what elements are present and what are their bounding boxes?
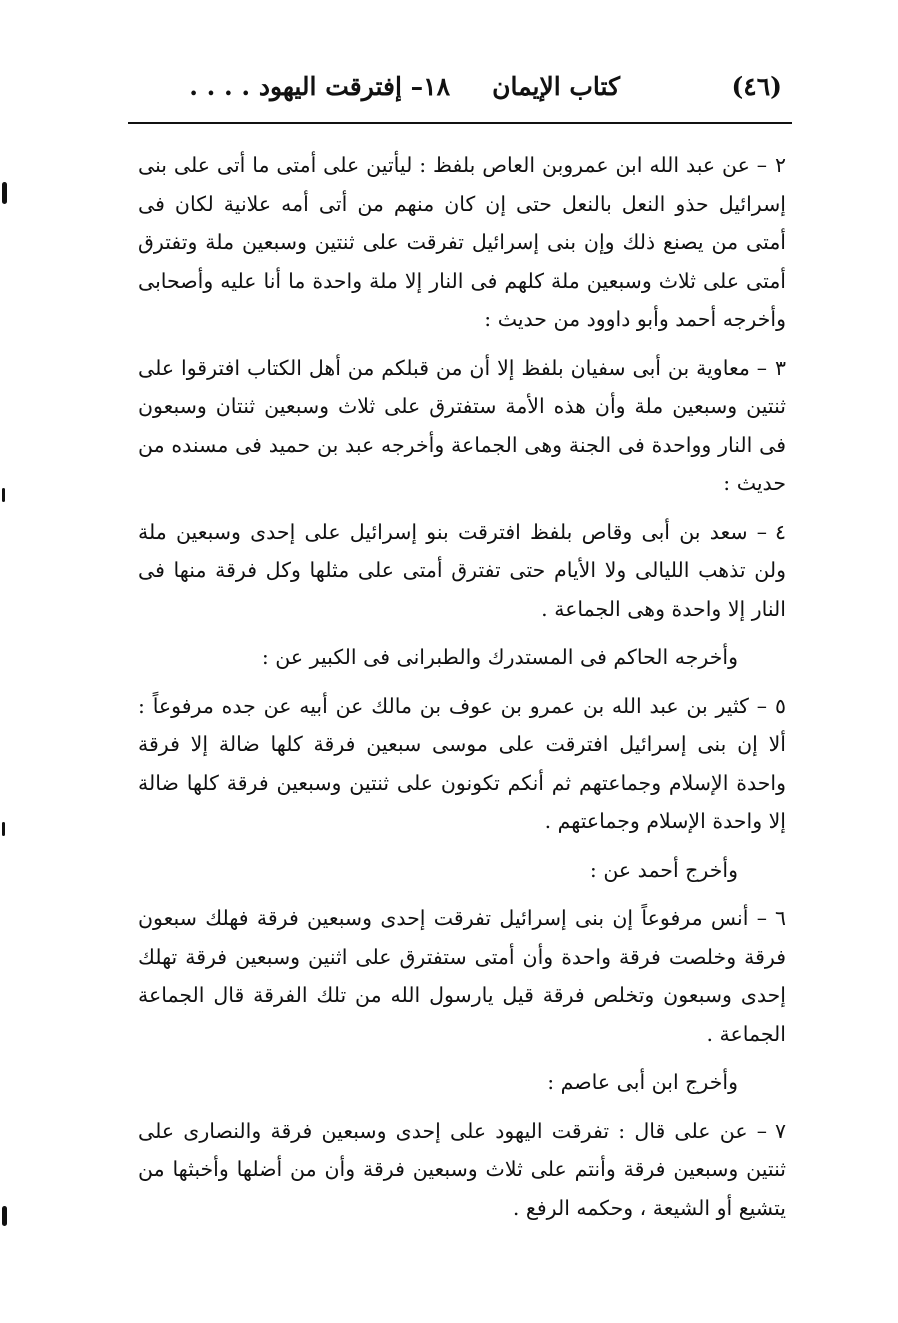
source-intro-ahmad: وأخرج أحمد عن : (589, 857, 738, 882)
hadith-text: – معاوية بن أبى سفيان بلفظ إلا أن من قبلكم من أهل الكتاب افترقوا على ثنتين وسبعين ملة وأن هذه الأمة ستفترق على ثلاث وسبعين ثنتان وسبعون فى النار وواحدة فى الجنة وهى الجماعة وأخرجه عبد بن حميد فى مسنده من حديث : (138, 355, 786, 495)
hadith-paragraph-4 (138, 513, 786, 629)
hadith-number: ٦ (774, 906, 786, 930)
source-intro-ibn-abi-asim: وأخرج ابن أبى عاصم : (547, 1070, 738, 1094)
page-header (130, 68, 790, 112)
page-body (138, 146, 786, 1237)
scan-edge-mark (2, 822, 5, 836)
scan-edge-mark (2, 1206, 7, 1226)
header-rule (128, 122, 792, 124)
hadith-paragraph-7 (138, 1112, 786, 1228)
hadith-number: ٤ (774, 519, 786, 544)
source-intro-hakim: وأخرجه الحاكم فى المستدرك والطبرانى فى الكبير عن : (261, 645, 738, 669)
hadith-number: ٧ (774, 1118, 786, 1143)
hadith-number: ٥ (774, 693, 786, 718)
hadith-text: – عن عبد الله ابن عمروبن العاص بلفظ : ليأتين على أمتى ما أتى على بنى إسرائيل حذو النعل بالنعل حتى إن كان منهم من أتى أمه علانية لكان فى أمتى من يصنع ذلك وإن بنى إسرائيل تفرقت على ثنتين وسبعين ملة وتفترق أمتى على ثلاث وسبعين ملة كلهم فى النار إلا ملة واحدة ما أنا عليه وأصحابى وأخرجه أحمد وأبو داوود من حديث : (138, 153, 786, 331)
scan-edge-mark (2, 488, 5, 502)
page-number: (٤٦) (731, 72, 782, 101)
hadith-paragraph-2 (138, 146, 786, 339)
hadith-text: – سعد بن أبى وقاص بلفظ افترقت بنو إسرائيل على إحدى وسبعين ملة ولن تذهب الليالى ولا الأيام حتى تفترق أمتى على مثلها وكل فرقة منها فى النار إلا واحدة وهى الجماعة . (138, 519, 786, 621)
scan-edge-mark (2, 182, 7, 204)
hadith-paragraph-5 (138, 687, 786, 841)
hadith-number: ٣ (774, 355, 786, 380)
hadith-text: – عن على قال : تفرقت اليهود على إحدى وسبعين فرقة والنصارى على ثنتين وسبعين فرقة وأنتم على ثلاث وسبعين فرقة وأن من أضلها وأخبثها من يتشيع أو الشيعة ، وحكمه الرفع . (138, 1118, 786, 1220)
hadith-text: – أنس مرفوعاً إن بنى إسرائيل تفرقت إحدى وسبعين فرقة فهلك سبعون فرقة وخلصت فرقة واحدة وأن أمتى ستفترق على اثنين وسبعين فرقة تهلك إحدى وسبعون وتخلص فرقة قيل يارسول الله من تلك الفرقة قال الجماعة الجماعة . (138, 906, 786, 1046)
hadith-paragraph-3 (138, 349, 786, 503)
book-title: كتاب الإيمان (492, 72, 620, 101)
hadith-number: ٢ (774, 153, 786, 177)
chapter-title: ١٨– إفترقت اليهود . . . . (189, 72, 450, 101)
hadith-paragraph-6 (138, 899, 786, 1053)
hadith-text: – كثير بن عبد الله بن عمرو بن عوف بن مالك عن أبيه عن جده مرفوعاً : ألا إن بنى إسرائيل افترقت على موسى سبعين فرقة كلها ضالة إلا فرقة واحدة الإسلام وجماعتهم ثم أنكم تكونون على ثنتين وسبعين فرقة كلها ضالة إلا واحدة الإسلام وجماعتهم . (138, 693, 786, 833)
